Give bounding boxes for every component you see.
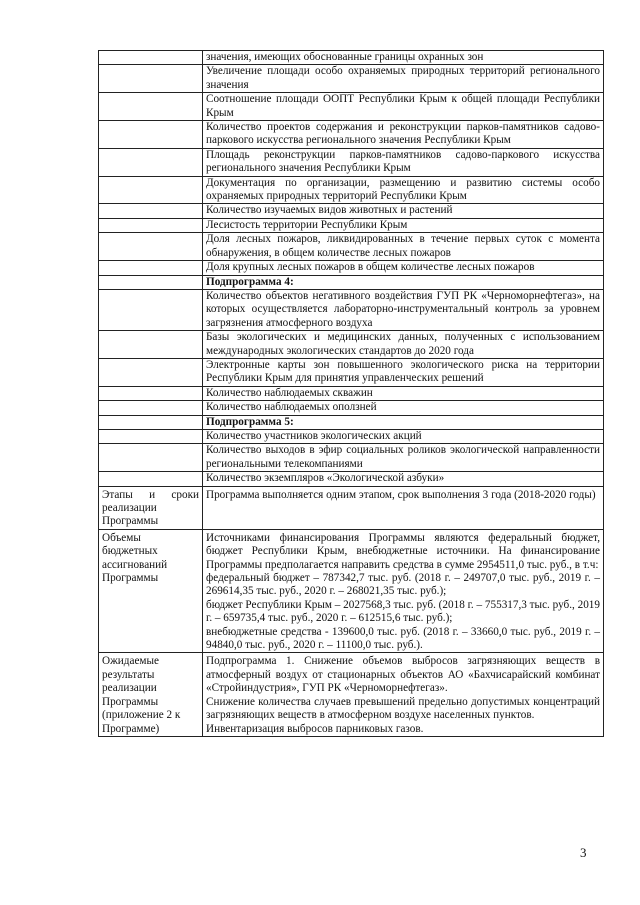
funding-offbudget: внебюджетные средства - 139600,0 тыс. руб. (2018 г. – 33660,0 тыс. руб., 2019 г. – 94840,0 тыс. руб., 2020 г. – 11100,0 тыс. руб.). xyxy=(206,625,600,652)
indicator-cell: Количество проектов содержания и реконструкции парков-памятников садово-паркового искусства регионального значения Республики Крым xyxy=(203,121,604,149)
blank-label-cell xyxy=(99,233,203,261)
indicator-cell: Электронные карты зон повышенного экологического риска на территории Республики Крым для принятия управленческих решений xyxy=(203,358,604,386)
table-row xyxy=(99,289,604,330)
subprogram-5-heading: Подпрограмма 5: xyxy=(203,415,604,429)
blank-label-cell xyxy=(99,121,203,149)
table-row xyxy=(99,233,604,261)
indicator-cell: Количество объектов негативного воздействия ГУП РК «Черноморнефтегаз», на которых осуществляется лабораторно-инструментальный контроль за уровнем загрязнения атмосферного воздуха xyxy=(203,289,604,330)
table-row xyxy=(99,204,604,218)
indicator-cell: Увеличение площади особо охраняемых природных территорий регионального значения xyxy=(203,65,604,93)
table-row xyxy=(99,331,604,359)
blank-label-cell xyxy=(99,148,203,176)
table-row xyxy=(99,358,604,386)
indicator-cell: Площадь реконструкции парков-памятников садово-паркового искусства регионального значения Республики Крым xyxy=(203,148,604,176)
indicator-cell: Базы экологических и медицинских данных, полученных с использованием международных экологических стандартов до 2020 года xyxy=(203,331,604,359)
indicator-cell: Количество экземпляров «Экологической азбуки» xyxy=(203,472,604,486)
blank-label-cell xyxy=(99,415,203,429)
blank-label-cell xyxy=(99,204,203,218)
blank-label-cell xyxy=(99,331,203,359)
table-row xyxy=(99,429,604,443)
table-row xyxy=(99,275,604,289)
blank-label-cell xyxy=(99,429,203,443)
indicator-cell: Количество наблюдаемых скважин xyxy=(203,386,604,400)
blank-label-cell xyxy=(99,261,203,275)
stages-text: Программа выполняется одним этапом, срок выполнения 3 года (2018-2020 годы) xyxy=(203,486,604,529)
blank-label-cell xyxy=(99,275,203,289)
funding-federal: федеральный бюджет – 787342,7 тыс. руб. (2018 г. – 249707,0 тыс. руб., 2019 г. – 269614,35 тыс. руб., 2020 г. – 268021,35 тыс. руб.); xyxy=(206,572,600,598)
results-p1: Подпрограмма 1. Снижение объемов выбросов загрязняющих веществ в атмосферный воздух от стационарных объектов АО «Бахчисарайский комбинат «Стройиндустрия», ГУП РК «Черноморнефтегаз». xyxy=(206,655,600,695)
passport-table xyxy=(98,50,604,737)
blank-label-cell xyxy=(99,401,203,415)
blank-label-cell xyxy=(99,444,203,472)
indicator-cell: Лесистость территории Республики Крым xyxy=(203,218,604,232)
indicator-cell: Документация по организации, размещению и развитию системы особо охраняемых природных территорий Республики Крым xyxy=(203,176,604,204)
blank-label-cell xyxy=(99,386,203,400)
table-row xyxy=(99,415,604,429)
results-cell xyxy=(203,653,604,736)
funding-regional: бюджет Республики Крым – 2027568,3 тыс. руб. (2018 г. – 755317,3 тыс. руб., 2019 г. – 659735,4 тыс. руб., 2020 г. – 612515,6 тыс. руб.); xyxy=(206,598,600,625)
indicator-cell: Количество участников экологических акций xyxy=(203,429,604,443)
table-row xyxy=(99,148,604,176)
table-row xyxy=(99,486,604,529)
indicator-cell: Количество наблюдаемых оползней xyxy=(203,401,604,415)
blank-label-cell xyxy=(99,176,203,204)
page-number: 3 xyxy=(580,845,587,860)
funding-cell xyxy=(203,529,604,653)
indicator-cell: Количество выходов в эфир социальных роликов экологической направленности региональными телекомпаниями xyxy=(203,444,604,472)
table-row xyxy=(99,529,604,653)
results-p3: Инвентаризация выбросов парниковых газов. xyxy=(206,722,424,735)
table-row xyxy=(99,401,604,415)
results-p2: Снижение количества случаев превышений предельно допустимых концентраций загрязняющих веществ в атмосферном воздухе населенных пунктов. xyxy=(206,695,600,722)
table-row xyxy=(99,653,604,736)
funding-label: Объемы бюджетных ассигнований Программы xyxy=(99,529,203,653)
table-row xyxy=(99,472,604,486)
table-row xyxy=(99,121,604,149)
indicator-cell: значения, имеющих обоснованные границы охранных зон xyxy=(203,51,604,65)
stages-label: Этапы и сроки реализации Программы xyxy=(99,486,203,529)
table-row xyxy=(99,51,604,65)
blank-label-cell xyxy=(99,289,203,330)
table-row xyxy=(99,444,604,472)
indicator-cell: Доля крупных лесных пожаров в общем количестве лесных пожаров xyxy=(203,261,604,275)
subprogram-4-heading: Подпрограмма 4: xyxy=(203,275,604,289)
blank-label-cell xyxy=(99,218,203,232)
indicator-cell: Количество изучаемых видов животных и растений xyxy=(203,204,604,218)
table-row xyxy=(99,218,604,232)
table-row xyxy=(99,93,604,121)
indicator-cell: Доля лесных пожаров, ликвидированных в течение первых суток с момента обнаружения, в общем количестве лесных пожаров xyxy=(203,233,604,261)
blank-label-cell xyxy=(99,65,203,93)
results-label: Ожидаемые результаты реализации Программы (приложение 2 к Программе) xyxy=(99,653,203,736)
table-row xyxy=(99,176,604,204)
blank-label-cell xyxy=(99,472,203,486)
blank-label-cell xyxy=(99,93,203,121)
funding-intro: Источниками финансирования Программы являются федеральный бюджет, бюджет Республики Крым, внебюджетные источники. На финансирование Программы предполагается направить средства в сумме 2954511,0 тыс. руб., в т.ч: xyxy=(206,531,600,571)
indicator-cell: Соотношение площади ООПТ Республики Крым к общей площади Республики Крым xyxy=(203,93,604,121)
blank-label-cell xyxy=(99,51,203,65)
table-row xyxy=(99,386,604,400)
table-row xyxy=(99,65,604,93)
table-row xyxy=(99,261,604,275)
blank-label-cell xyxy=(99,358,203,386)
